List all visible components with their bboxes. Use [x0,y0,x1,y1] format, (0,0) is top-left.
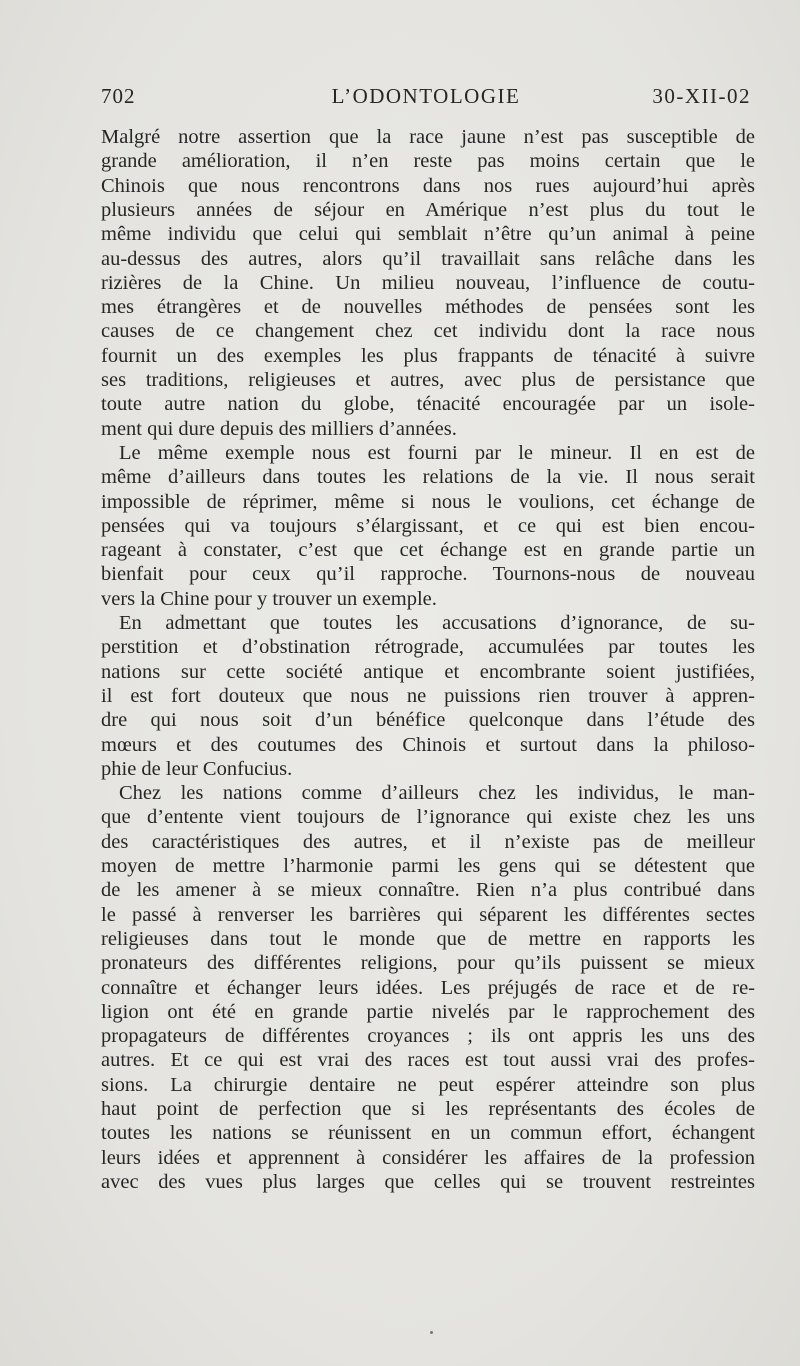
text-line: même d’ailleurs dans toutes les relations de la vie. Il nous serait [101,466,755,489]
issue-date: 30-XII-02 [652,84,751,108]
text-line: pronateurs des différentes religions, pour qu’ils puissent se mieux [101,952,755,975]
print-speck [430,1331,433,1334]
running-header [101,84,751,114]
text-line: toute autre nation du globe, ténacité encouragée par un isole- [101,393,755,416]
text-line: causes de ce changement chez cet individu dont la race nous [101,320,755,343]
text-line: moyen de mettre l’harmonie parmi les gens qui se détestent que [101,855,755,877]
text-line: le passé à renverser les barrières qui séparent les différentes sectes [101,903,755,926]
text-line: impossible de réprimer, même si nous le voulions, cet échange de [101,490,755,513]
text-line: ses traditions, religieuses et autres, avec plus de persistance que [101,369,755,391]
text-line: Le même exemple nous est fourni par le mineur. Il en est de [119,441,755,464]
text-line: Chinois que nous rencontrons dans nos rues aujourd’hui après [101,174,755,197]
text-line: autres. Et ce qui est vrai des races est tout aussi vrai des profes- [101,1049,755,1072]
text-line: mes étrangères et de nouvelles méthodes de pensées sont les [101,296,755,319]
text-line: sions. La chirurgie dentaire ne peut espérer atteindre son plus [101,1073,755,1096]
text-line: fournit un des exemples les plus frappants de ténacité à suivre [101,344,755,367]
text-line: religieuses dans tout le monde que de mettre en rapports les [101,927,755,950]
text-line: ment qui dure depuis des milliers d’années. [101,417,457,440]
text-line: leurs idées et apprennent à considérer les affaires de la profession [101,1146,755,1169]
text-line: dre qui nous soit d’un bénéfice quelconque dans l’étude des [101,709,755,732]
text-line: plusieurs années de séjour en Amérique n’est plus du tout le [101,198,755,221]
text-line: Chez les nations comme d’ailleurs chez les individus, le man- [119,782,755,805]
text-line: il est fort douteux que nous ne puissions rien trouver à appren- [101,684,755,707]
text-line: ligion ont été en grande partie nivelés par le rapprochement des [101,1000,755,1023]
text-line: haut point de perfection que si les représentants des écoles de [101,1098,755,1120]
text-line: Malgré notre assertion que la race jaune n’est pas susceptible de [101,126,755,148]
text-line: pensées qui va toujours s’élargissant, et ce qui est bien encou- [101,514,755,537]
text-line: toutes les nations se réunissent en un commun effort, échangent [101,1122,755,1145]
text-line: rizières de la Chine. Un milieu nouveau, l’influence de coutu- [101,271,755,294]
text-line: au-dessus des autres, alors qu’il travaillait sans relâche dans les [101,247,755,270]
text-line: rageant à constater, c’est que cet échange est en grande partie un [101,539,755,562]
text-line: phie de leur Confucius. [101,757,293,780]
text-line: propagateurs de différentes croyances ; ils ont appris les uns des [101,1025,755,1048]
journal-title: L’ODONTOLOGIE [331,84,521,108]
text-line: bienfait pour ceux qu’il rapproche. Tournons-nous de nouveau [101,563,755,586]
text-line: de les amener à se mieux connaître. Rien n’a plus contribué dans [101,879,755,902]
text-line: mœurs et des coutumes des Chinois et surtout dans la philoso- [101,733,755,756]
page-number: 702 [101,84,136,108]
text-line: vers la Chine pour y trouver un exemple. [101,587,437,610]
text-line: que d’entente vient toujours de l’ignorance qui existe chez les uns [101,806,755,829]
text-line: En admettant que toutes les accusations d’ignorance, de su- [119,612,755,634]
text-line: grande amélioration, il n’en reste pas moins certain que le [101,150,755,173]
text-line: connaître et échanger leurs idées. Les préjugés de race et de re- [101,976,755,999]
text-line: des caractéristiques des autres, et il n’existe pas de meilleur [101,830,755,853]
text-line: nations sur cette société antique et encombrante soient justifiées, [101,660,755,683]
text-line: perstition et d’obstination rétrograde, accumulées par toutes les [101,636,755,659]
text-line: avec des vues plus larges que celles qui se trouvent restreintes [101,1170,755,1193]
text-line: même individu que celui qui semblait n’être qu’un animal à peine [101,223,755,246]
